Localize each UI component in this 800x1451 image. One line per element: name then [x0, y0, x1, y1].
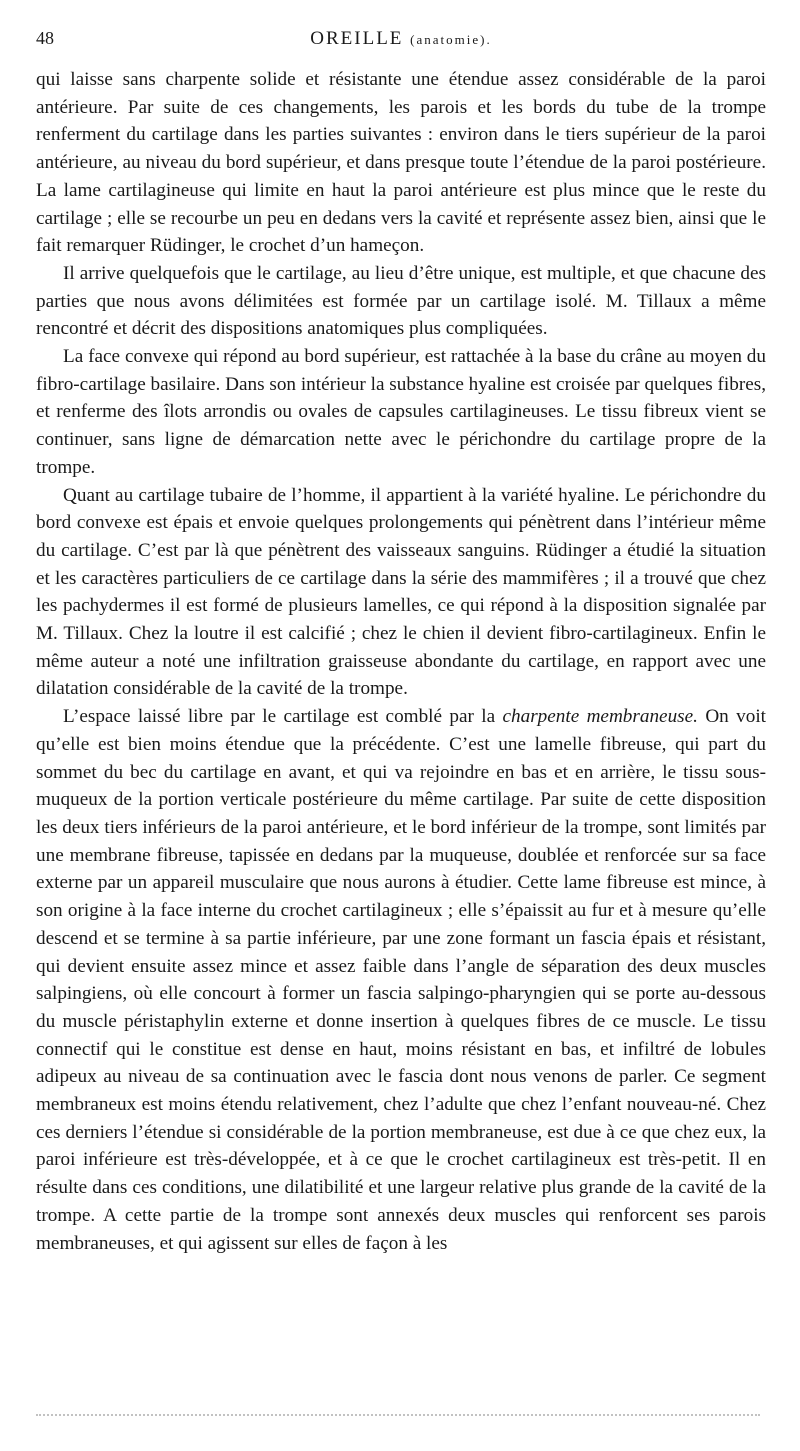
paragraph-5-after: On voit qu’elle est bien moins étendue que la précédente. C’est une lamelle fibreuse, qui part du sommet du bec du cartilage en avant, et qui va rejoindre en bas et en arrière, le tissu sous-muqueux de la portion verticale postérieure du même cartilage. Par suite de cette disposition les deux tiers inférieurs de la paroi antérieure, et le bord inférieur de la trompe, sont limités par une membrane fibreuse, tapissée en dedans par la muqueuse, doublée et renforcée sur sa face externe par un appareil musculaire que nous aurons à étudier. Cette lame fibreuse est mince, à son origine à la face interne du crochet cartilagineux ; elle s’épaissit au fur et à mesure qu’elle descend et se termine à sa partie inférieure, par une zone formant un fascia épais et résistant, qui devient ensuite assez mince et assez faible dans l’angle de séparation des deux muscles salpingiens, où elle concourt à former un fascia salpingo-pharyngien qui se porte au-dessous du muscle péristaphylin externe et donne insertion à quelques fibres de ce muscle. Le tissu connectif qui le constitue est dense en haut, moins résistant en bas, et infiltré de lobules adipeux au niveau de sa continuation avec le fascia dont nous venons de parler. Ce segment membraneux est moins étendu relativement, chez l’adulte que chez l’enfant nouveau-né. Chez ces derniers l’étendue si considérable de la portion membraneuse, est due à ce que chez eux, la paroi inférieure est très-développée, et à ce que le crochet cartilagineux est très-petit. Il en résulte dans ces conditions, une dilatibilité et une largeur relative plus grande de la cavité de la trompe. A cette partie de la trompe sont annexés deux muscles qui renforcent ses parois membraneuses, et qui agissent sur elles de façon à les — [36, 706, 766, 1254]
page-number: 48 — [36, 28, 54, 48]
paragraph-1: qui laisse sans charpente solide et résistante une étendue assez considérable de la paroi antérieure. Par suite de ces changements, les parois et les bords du tube de la trompe renferment du cartilage dans les parties suivantes : environ dans le tiers supérieur de la paroi antérieure, au niveau du bord supérieur, et dans presque toute l’étendue de la paroi postérieure. La lame cartilagineuse qui limite en haut la paroi antérieure est plus mince que le reste du cartilage ; elle se recourbe un peu en dedans vers la cavité et représente assez bien, ainsi que le fait remarquer Rüdinger, le crochet d’un hameçon. — [36, 69, 766, 257]
paragraph-5-emphasis: charpente membraneuse. — [502, 706, 698, 728]
running-title-main: OREILLE — [310, 28, 404, 49]
footer-dotted-rule — [36, 1414, 760, 1416]
paragraph-5 — [36, 703, 766, 1257]
paragraph-4: Quant au cartilage tubaire de l’homme, il appartient à la variété hyaline. Le périchondre du bord convexe est épais et envoie quelques prolongements qui pénètrent dans l’intérieur même du cartilage. C’est par là que pénètrent des vaisseaux sanguins. Rüdinger a étudié la situation et les caractères particuliers de ce cartilage dans la série des mammifères ; il a trouvé que chez les pachydermes il est formé de plusieurs lamelles, ce qui répond à la disposition signalée par M. Tillaux. Chez la loutre il est calcifié ; chez le chien il devient fibro-cartilagineux. Enfin le même auteur a noté une infiltration graisseuse abondante du cartilage, en rapport avec une dilatation considérable de la cavité de la trompe. — [36, 484, 766, 700]
page-header — [36, 22, 766, 66]
paragraph-5-before: L’espace laissé libre par le cartilage est comblé par la — [63, 706, 503, 728]
body-text — [36, 66, 766, 1257]
paragraph-2: Il arrive quelquefois que le cartilage, au lieu d’être unique, est multiple, et que chacune des parties que nous avons délimitées est formée par un cartilage isolé. M. Tillaux a même rencontré et décrit des dispositions anatomiques plus compliquées. — [36, 262, 766, 340]
running-title — [36, 28, 766, 50]
paragraph-3: La face convexe qui répond au bord supérieur, est rattachée à la base du crâne au moyen du fibro-cartilage basilaire. Dans son intérieur la substance hyaline est croisée par quelques fibres, et renferme des îlots arrondis ou ovales de capsules cartilagineuses. Le tissu fibreux vient se continuer, sans ligne de démarcation nette avec le périchondre du cartilage propre de la trompe. — [36, 346, 766, 478]
running-title-sub: (anatomie). — [410, 32, 492, 47]
